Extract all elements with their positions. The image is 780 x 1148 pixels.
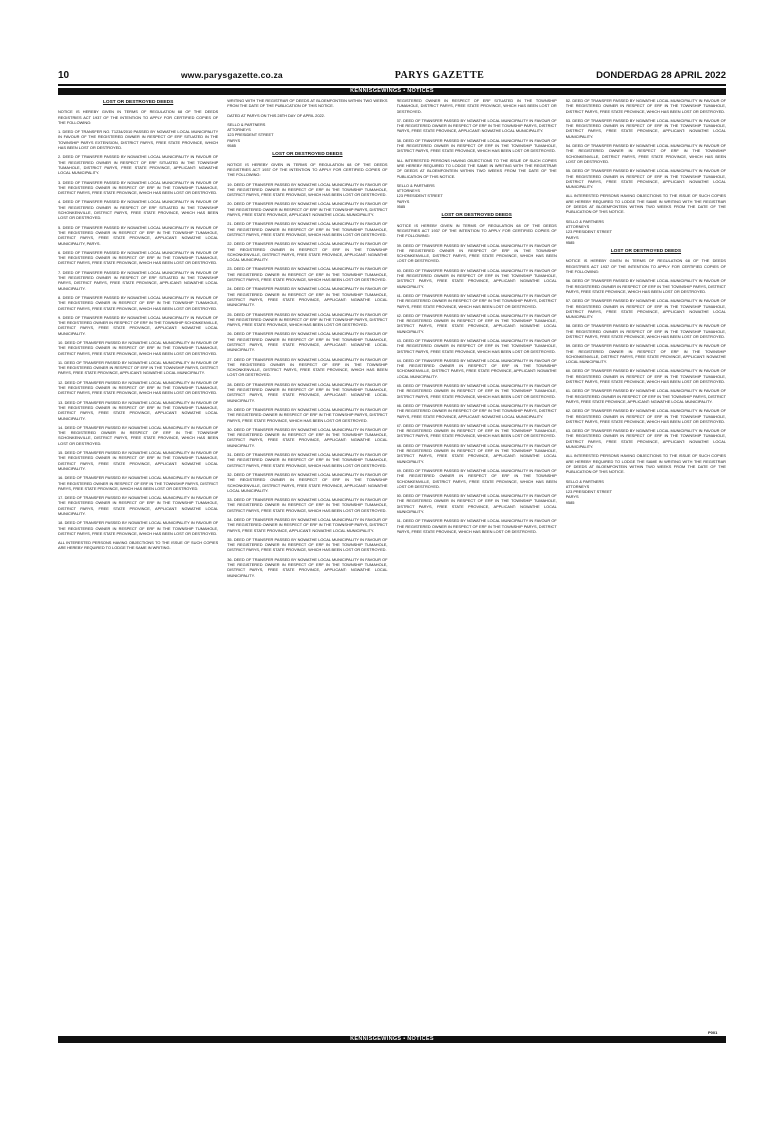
header-divider xyxy=(58,84,726,86)
notice-paragraph: DATED AT PARYS ON THIS 28TH DAY OF APRIL 2022. xyxy=(227,112,325,118)
notice-paragraph: NOTICE IS HEREBY GIVEN IN TERMS OF REGULATION 68 OF THE DEEDS REGISTRIES ACT 1937 OF THE INTENTION TO APPLY FOR CERTIFIED COPIES OF THE FOLLOWING: xyxy=(227,161,388,178)
notice-paragraph: 58. DEED OF TRANSFER PASSED BY NGWATHE LOCAL MUNICIPALITY IN FAVOUR OF THE REGISTERED OWNER IN RESPECT OF ERF IN THE TOWNSHIP TUMAHOLE, DISTRICT PARYS, FREE STATE PROVINCE, WHICH HAS BEEN LOST OR DESTROYED. xyxy=(565,323,726,339)
notice-paragraph: 46. DEED OF TRANSFER PASSED BY NGWATHE LOCAL MUNICIPALITY IN FAVOUR OF THE REGISTERED OWNER IN RESPECT OF ERF IN THE TOWNSHIP PARYS, DISTRICT PARYS, FREE STATE PROVINCE, APPLICANT: NGWATHE LOCAL MUNICIPALITY. xyxy=(396,402,557,419)
notice-column-3 xyxy=(397,98,557,1034)
notice-paragraph: 35. DEED OF TRANSFER PASSED BY NGWATHE LOCAL MUNICIPALITY IN FAVOUR OF THE REGISTERED OWNER IN RESPECT OF ERF IN THE TOWNSHIP TUMAHOLE, DISTRICT PARYS, FREE STATE PROVINCE, WHICH HAS BEEN LOST OR DESTROYED. xyxy=(227,536,388,553)
notice-paragraph: 32. DEED OF TRANSFER PASSED BY NGWATHE LOCAL MUNICIPALITY IN FAVOUR OF THE REGISTERED OWNER IN RESPECT OF ERF IN THE TOWNSHIP SCHONKENVILLE, DISTRICT PARYS, FREE STATE PROVINCE, APPLICANT: NGWATHE LOCAL MUNICIPALITY. xyxy=(227,471,388,493)
notice-paragraph: 56. DEED OF TRANSFER PASSED BY NGWATHE LOCAL MUNICIPALITY IN FAVOUR OF THE REGISTERED OWNER IN RESPECT OF ERF IN THE TOWNSHIP PARYS, DISTRICT PARYS, FREE STATE PROVINCE, WHICH HAS BEEN LOST OR DESTROYED. xyxy=(565,278,726,294)
notice-paragraph: 18. DEED OF TRANSFER PASSED BY NGWATHE LOCAL MUNICIPALITY IN FAVOUR OF THE REGISTERED OWNER IN RESPECT OF ERF IN THE TOWNSHIP TUMAHOLE, DISTRICT PARYS, FREE STATE PROVINCE, WHICH HAS BEEN LOST OR DESTROYED. xyxy=(58,520,219,536)
notice-paragraph: 36. DEED OF TRANSFER PASSED BY NGWATHE LOCAL MUNICIPALITY IN FAVOUR OF THE REGISTERED OWNER IN RESPECT OF ERF IN THE TOWNSHIP TUMAHOLE, DISTRICT PARYS, FREE STATE PROVINCE, APPLICANT: NGWATHE LOCAL MUNICIPALITY. xyxy=(227,556,388,578)
notice-paragraph: 26. DEED OF TRANSFER PASSED BY NGWATHE LOCAL MUNICIPALITY IN FAVOUR OF THE REGISTERED OWNER IN RESPECT OF ERF IN THE TOWNSHIP TUMAHOLE, DISTRICT PARYS, FREE STATE PROVINCE, APPLICANT: NGWATHE LOCAL MUNICIPALITY. xyxy=(227,331,388,353)
address-line: 123 PRESIDENT STREET xyxy=(396,193,443,199)
notice-paragraph: WRITING WITH THE REGISTRAR OF DEEDS AT BLOEMFONTEIN WITHIN TWO WEEKS FROM THE DATE OF THE PUBLICATION OF THIS NOTICE. xyxy=(227,98,388,109)
notice-columns xyxy=(58,98,726,1034)
notice-column-1 xyxy=(58,98,218,1034)
section-bar-bottom: KENNISGEWINGS • NOTICES xyxy=(58,1036,726,1043)
notice-paragraph: 1. DEED OF TRANSFER NO. T1234/2010 PASSED BY NGWATHE LOCAL MUNICIPALITY IN FAVOUR OF THE REGISTERED OWNER IN RESPECT OF ERF SITUATED IN THE TOWNSHIP PARYS EXTENSION, DISTRICT PARYS, FREE STATE PROVINCE, WHICH HAS BEEN LOST OR DESTROYED. xyxy=(58,129,219,151)
notice-paragraph: 42. DEED OF TRANSFER PASSED BY NGWATHE LOCAL MUNICIPALITY IN FAVOUR OF THE REGISTERED OWNER IN RESPECT OF ERF IN THE TOWNSHIP TUMAHOLE, DISTRICT PARYS, FREE STATE PROVINCE, APPLICANT: NGWATHE LOCAL MUNICIPALITY. xyxy=(396,312,557,334)
address-line: SELLO & PARTNERS xyxy=(227,121,266,127)
notice-paragraph: 57. DEED OF TRANSFER PASSED BY NGWATHE LOCAL MUNICIPALITY IN FAVOUR OF THE REGISTERED OWNER IN RESPECT OF ERF IN THE TOWNSHIP TUMAHOLE, DISTRICT PARYS, FREE STATE PROVINCE, APPLICANT: NGWATHE LOCAL MUNICIPALITY. xyxy=(565,298,726,320)
address-line: SELLO & PARTNERS xyxy=(565,478,604,484)
notice-paragraph: 9. DEED OF TRANSFER PASSED BY NGWATHE LOCAL MUNICIPALITY IN FAVOUR OF THE REGISTERED OWNER IN RESPECT OF ERF IN THE TOWNSHIP SCHONKENVILLE, DISTRICT PARYS, FREE STATE PROVINCE, APPLICANT: NGWATHE LOCAL MUNICIPALITY. xyxy=(58,314,219,336)
address-line: PARYS xyxy=(396,198,410,204)
notice-paragraph: ALL INTERESTED PERSONS HAVING OBJECTIONS TO THE ISSUE OF SUCH COPIES ARE HEREBY REQUIRED TO LODGE THE SAME IN WRITING. xyxy=(58,540,219,551)
attorney-address xyxy=(227,122,387,148)
address-line: ATTORNEYS xyxy=(565,483,590,489)
address-line: ATTORNEYS xyxy=(227,127,251,133)
address-line: PARYS xyxy=(565,494,579,500)
notice-paragraph: 14. DEED OF TRANSFER PASSED BY NGWATHE LOCAL MUNICIPALITY IN FAVOUR OF THE REGISTERED OWNER IN RESPECT OF ERF IN THE TOWNSHIP SCHONKENVILLE, DISTRICT PARYS, FREE STATE PROVINCE, WHICH HAS BEEN LOST OR DESTROYED. xyxy=(58,424,219,446)
notice-paragraph: 31. DEED OF TRANSFER PASSED BY NGWATHE LOCAL MUNICIPALITY IN FAVOUR OF THE REGISTERED OWNER IN RESPECT OF ERF IN THE TOWNSHIP TUMAHOLE, DISTRICT PARYS, FREE STATE PROVINCE, WHICH HAS BEEN LOST OR DESTROYED. xyxy=(227,452,388,468)
newspaper-title: PARYS GAZETTE xyxy=(394,69,485,81)
notice-paragraph: 22. DEED OF TRANSFER PASSED BY NGWATHE LOCAL MUNICIPALITY IN FAVOUR OF THE REGISTERED OWNER IN RESPECT OF ERF IN THE TOWNSHIP SCHONKENVILLE, DISTRICT PARYS, FREE STATE PROVINCE, APPLICANT: NGWATHE LOCAL MUNICIPALITY. xyxy=(227,241,388,263)
notice-paragraph: NOTICE IS HEREBY GIVEN IN TERMS OF REGULATION 68 OF THE DEEDS REGISTRIES ACT 1937 OF THE INTENTION TO APPLY FOR CERTIFIED COPIES OF THE FOLLOWING: xyxy=(58,109,219,125)
notice-heading: LOST OR DESTROYED DEEDS xyxy=(610,249,682,255)
notice-paragraph: 10. DEED OF TRANSFER PASSED BY NGWATHE LOCAL MUNICIPALITY IN FAVOUR OF THE REGISTERED OWNER IN RESPECT OF ERF IN THE TOWNSHIP TUMAHOLE, DISTRICT PARYS, FREE STATE PROVINCE, WHICH HAS BEEN LOST OR DESTROYED. xyxy=(58,339,219,356)
notice-paragraph: 45. DEED OF TRANSFER PASSED BY NGWATHE LOCAL MUNICIPALITY IN FAVOUR OF THE REGISTERED OWNER IN RESPECT OF ERF IN THE TOWNSHIP TUMAHOLE, DISTRICT PARYS, FREE STATE PROVINCE, WHICH HAS BEEN LOST OR DESTROYED. xyxy=(396,383,557,399)
notice-paragraph: 28. DEED OF TRANSFER PASSED BY NGWATHE LOCAL MUNICIPALITY IN FAVOUR OF THE REGISTERED OWNER IN RESPECT OF ERF IN THE TOWNSHIP TUMAHOLE, DISTRICT PARYS, FREE STATE PROVINCE, APPLICANT: NGWATHE LOCAL MUNICIPALITY. xyxy=(227,381,388,403)
notice-paragraph: 43. DEED OF TRANSFER PASSED BY NGWATHE LOCAL MUNICIPALITY IN FAVOUR OF THE REGISTERED OWNER IN RESPECT OF ERF IN THE TOWNSHIP TUMAHOLE, DISTRICT PARYS, FREE STATE PROVINCE, WHICH HAS BEEN LOST OR DESTROYED. xyxy=(396,337,557,354)
notice-paragraph: 53. DEED OF TRANSFER PASSED BY NGWATHE LOCAL MUNICIPALITY IN FAVOUR OF THE REGISTERED OWNER IN RESPECT OF ERF IN THE TOWNSHIP TUMAHOLE, DISTRICT PARYS, FREE STATE PROVINCE, APPLICANT: NGWATHE LOCAL MUNICIPALITY. xyxy=(565,117,726,139)
notice-paragraph: ALL INTERESTED PERSONS HAVING OBJECTIONS TO THE ISSUE OF SUCH COPIES ARE HEREBY REQUIRED TO LODGE THE SAME IN WRITING WITH THE REGISTRAR OF DEEDS AT BLOEMFONTEIN WITHIN TWO WEEKS FROM THE DATE OF THE PUBLICATION OF THIS NOTICE. xyxy=(396,157,557,179)
notice-paragraph: 7. DEED OF TRANSFER PASSED BY NGWATHE LOCAL MUNICIPALITY IN FAVOUR OF THE REGISTERED OWNER IN RESPECT OF ERF SITUATED IN THE TOWNSHIP PARYS, DISTRICT PARYS, FREE STATE PROVINCE, APPLICANT: NGWATHE LOCAL MUNICIPALITY. xyxy=(58,269,219,291)
notice-heading: LOST OR DESTROYED DEEDS xyxy=(272,152,343,158)
address-line: SELLO & PARTNERS xyxy=(565,218,604,224)
notice-paragraph: 27. DEED OF TRANSFER PASSED BY NGWATHE LOCAL MUNICIPALITY IN FAVOUR OF THE REGISTERED OWNER IN RESPECT OF ERF IN THE TOWNSHIP SCHONKENVILLE, DISTRICT PARYS, FREE STATE PROVINCE, WHICH HAS BEEN LOST OR DESTROYED. xyxy=(227,356,388,378)
notice-paragraph: 38. DEED OF TRANSFER PASSED BY NGWATHE LOCAL MUNICIPALITY IN FAVOUR OF THE REGISTERED OWNER IN RESPECT OF ERF IN THE TOWNSHIP TUMAHOLE, DISTRICT PARYS, FREE STATE PROVINCE, WHICH HAS BEEN LOST OR DESTROYED. xyxy=(396,137,557,154)
notice-paragraph: 13. DEED OF TRANSFER PASSED BY NGWATHE LOCAL MUNICIPALITY IN FAVOUR OF THE REGISTERED OWNER IN RESPECT OF ERF IN THE TOWNSHIP TUMAHOLE, DISTRICT PARYS, FREE STATE PROVINCE, APPLICANT: NGWATHE LOCAL MUNICIPALITY. xyxy=(58,399,219,421)
notice-paragraph: 51. DEED OF TRANSFER PASSED BY NGWATHE LOCAL MUNICIPALITY IN FAVOUR OF THE REGISTERED OWNER IN RESPECT OF ERF IN THE TOWNSHIP PARYS, DISTRICT PARYS, FREE STATE PROVINCE, WHICH HAS BEEN LOST OR DESTROYED. xyxy=(396,518,557,534)
notice-paragraph: 24. DEED OF TRANSFER PASSED BY NGWATHE LOCAL MUNICIPALITY IN FAVOUR OF THE REGISTERED OWNER IN RESPECT OF ERF IN THE TOWNSHIP TUMAHOLE, DISTRICT PARYS, FREE STATE PROVINCE, APPLICANT: NGWATHE LOCAL MUNICIPALITY. xyxy=(227,286,388,308)
notice-paragraph: 17. DEED OF TRANSFER PASSED BY NGWATHE LOCAL MUNICIPALITY IN FAVOUR OF THE REGISTERED OWNER IN RESPECT OF ERF IN THE TOWNSHIP TUMAHOLE, DISTRICT PARYS, FREE STATE PROVINCE, APPLICANT: NGWATHE LOCAL MUNICIPALITY. xyxy=(58,495,219,516)
notice-paragraph: 63. DEED OF TRANSFER PASSED BY NGWATHE LOCAL MUNICIPALITY IN FAVOUR OF THE REGISTERED OWNER IN RESPECT OF ERF IN THE TOWNSHIP TUMAHOLE, DISTRICT PARYS, FREE STATE PROVINCE, APPLICANT: NGWATHE LOCAL MUNICIPALITY. xyxy=(565,428,726,450)
notice-paragraph: 61. DEED OF TRANSFER PASSED BY NGWATHE LOCAL MUNICIPALITY IN FAVOUR OF THE REGISTERED OWNER IN RESPECT OF ERF IN THE TOWNSHIP PARYS, DISTRICT PARYS, FREE STATE PROVINCE, APPLICANT: NGWATHE LOCAL MUNICIPALITY. xyxy=(565,388,726,404)
notice-paragraph: 5. DEED OF TRANSFER PASSED BY NGWATHE LOCAL MUNICIPALITY IN FAVOUR OF THE REGISTERED OWNER IN RESPECT OF ERF IN THE TOWNSHIP TUMAHOLE, DISTRICT PARYS, FREE STATE PROVINCE, APPLICANT: NGWATHE LOCAL MUNICIPALITY, PARYS. xyxy=(58,224,219,246)
notice-paragraph: 6. DEED OF TRANSFER PASSED BY NGWATHE LOCAL MUNICIPALITY IN FAVOUR OF THE REGISTERED OWNER IN RESPECT OF ERF IN THE TOWNSHIP TUMAHOLE, DISTRICT PARYS, FREE STATE PROVINCE, WHICH HAS BEEN LOST OR DESTROYED. xyxy=(58,249,219,266)
website-url[interactable]: www.parysgazette.co.za xyxy=(180,70,283,80)
notice-paragraph: 29. DEED OF TRANSFER PASSED BY NGWATHE LOCAL MUNICIPALITY IN FAVOUR OF THE REGISTERED OWNER IN RESPECT OF ERF IN THE TOWNSHIP PARYS, DISTRICT PARYS, FREE STATE PROVINCE, WHICH HAS BEEN LOST OR DESTROYED. xyxy=(227,406,388,423)
attorney-address xyxy=(566,479,726,505)
notice-paragraph: 47. DEED OF TRANSFER PASSED BY NGWATHE LOCAL MUNICIPALITY IN FAVOUR OF THE REGISTERED OWNER IN RESPECT OF ERF IN THE TOWNSHIP TUMAHOLE, DISTRICT PARYS, FREE STATE PROVINCE, WHICH HAS BEEN LOST OR DESTROYED. xyxy=(396,422,557,439)
notice-paragraph: 21. DEED OF TRANSFER PASSED BY NGWATHE LOCAL MUNICIPALITY IN FAVOUR OF THE REGISTERED OWNER IN RESPECT OF ERF IN THE TOWNSHIP TUMAHOLE, DISTRICT PARYS, FREE STATE PROVINCE, WHICH HAS BEEN LOST OR DESTROYED. xyxy=(227,221,388,237)
address-line: 9585 xyxy=(565,239,575,245)
notice-paragraph: 44. DEED OF TRANSFER PASSED BY NGWATHE LOCAL MUNICIPALITY IN FAVOUR OF THE REGISTERED OWNER IN RESPECT OF ERF IN THE TOWNSHIP SCHONKENVILLE, DISTRICT PARYS, FREE STATE PROVINCE, APPLICANT: NGWATHE LOCAL MUNICIPALITY. xyxy=(396,357,557,379)
attorney-address xyxy=(566,219,726,245)
page-header xyxy=(58,66,726,84)
notice-paragraph: 20. DEED OF TRANSFER PASSED BY NGWATHE LOCAL MUNICIPALITY IN FAVOUR OF THE REGISTERED OWNER IN RESPECT OF ERF IN THE TOWNSHIP PARYS, DISTRICT PARYS, FREE STATE PROVINCE, APPLICANT: NGWATHE LOCAL MUNICIPALITY. xyxy=(227,201,388,218)
address-line: SELLO & PARTNERS xyxy=(396,182,435,188)
address-line: PARYS xyxy=(227,137,241,143)
notice-paragraph: 41. DEED OF TRANSFER PASSED BY NGWATHE LOCAL MUNICIPALITY IN FAVOUR OF THE REGISTERED OWNER IN RESPECT OF ERF IN THE TOWNSHIP PARYS, DISTRICT PARYS, FREE STATE PROVINCE, WHICH HAS BEEN LOST OR DESTROYED. xyxy=(396,292,557,309)
notice-paragraph: 34. DEED OF TRANSFER PASSED BY NGWATHE LOCAL MUNICIPALITY IN FAVOUR OF THE REGISTERED OWNER IN RESPECT OF ERF IN THE TOWNSHIP PARYS, DISTRICT PARYS, FREE STATE PROVINCE, APPLICANT: NGWATHE LOCAL MUNICIPALITY. xyxy=(227,517,388,533)
notice-paragraph: 3. DEED OF TRANSFER PASSED BY NGWATHE LOCAL MUNICIPALITY IN FAVOUR OF THE REGISTERED OWNER IN RESPECT OF ERF IN THE TOWNSHIP TUMAHOLE, DISTRICT PARYS, FREE STATE PROVINCE, WHICH HAS BEEN LOST OR DESTROYED. xyxy=(58,179,219,196)
address-line: PARYS xyxy=(565,234,579,240)
address-line: 9585 xyxy=(396,204,406,210)
notice-column-4 xyxy=(566,98,726,1034)
notice-paragraph: 60. DEED OF TRANSFER PASSED BY NGWATHE LOCAL MUNICIPALITY IN FAVOUR OF THE REGISTERED OWNER IN RESPECT OF ERF IN THE TOWNSHIP TUMAHOLE, DISTRICT PARYS, FREE STATE PROVINCE, WHICH HAS BEEN LOST OR DESTROYED. xyxy=(565,368,726,385)
notice-paragraph: 52. DEED OF TRANSFER PASSED BY NGWATHE LOCAL MUNICIPALITY IN FAVOUR OF THE REGISTERED OWNER IN RESPECT OF ERF IN THE TOWNSHIP TUMAHOLE, DISTRICT PARYS, FREE STATE PROVINCE, WHICH HAS BEEN LOST OR DESTROYED. xyxy=(565,98,726,114)
notice-paragraph: 62. DEED OF TRANSFER PASSED BY NGWATHE LOCAL MUNICIPALITY IN FAVOUR OF THE REGISTERED OWNER IN RESPECT OF ERF IN THE TOWNSHIP TUMAHOLE, DISTRICT PARYS, FREE STATE PROVINCE, WHICH HAS BEEN LOST OR DESTROYED. xyxy=(565,408,726,424)
notice-paragraph: 49. DEED OF TRANSFER PASSED BY NGWATHE LOCAL MUNICIPALITY IN FAVOUR OF THE REGISTERED OWNER IN RESPECT OF ERF IN THE TOWNSHIP SCHONKENVILLE, DISTRICT PARYS, FREE STATE PROVINCE, WHICH HAS BEEN LOST OR DESTROYED. xyxy=(396,467,557,489)
notice-paragraph: 4. DEED OF TRANSFER PASSED BY NGWATHE LOCAL MUNICIPALITY IN FAVOUR OF THE REGISTERED OWNER IN RESPECT OF ERF SITUATED IN THE TOWNSHIP SCHONKENVILLE, DISTRICT PARYS, FREE STATE PROVINCE, WHICH HAS BEEN LOST OR DESTROYED. xyxy=(58,199,219,221)
notice-paragraph: 59. DEED OF TRANSFER PASSED BY NGWATHE LOCAL MUNICIPALITY IN FAVOUR OF THE REGISTERED OWNER IN RESPECT OF ERF IN THE TOWNSHIP SCHONKENVILLE, DISTRICT PARYS, FREE STATE PROVINCE, APPLICANT: NGWATHE LOCAL MUNICIPALITY. xyxy=(565,343,726,365)
notice-paragraph: 48. DEED OF TRANSFER PASSED BY NGWATHE LOCAL MUNICIPALITY IN FAVOUR OF THE REGISTERED OWNER IN RESPECT OF ERF IN THE TOWNSHIP TUMAHOLE, DISTRICT PARYS, FREE STATE PROVINCE, APPLICANT: NGWATHE LOCAL MUNICIPALITY. xyxy=(396,442,557,464)
notice-paragraph: REGISTERED OWNER IN RESPECT OF ERF SITUATED IN THE TOWNSHIP TUMAHOLE, DISTRICT PARYS, FREE STATE PROVINCE, WHICH HAS BEEN LOST OR DESTROYED. xyxy=(396,98,557,114)
notice-paragraph: 54. DEED OF TRANSFER PASSED BY NGWATHE LOCAL MUNICIPALITY IN FAVOUR OF THE REGISTERED OWNER IN RESPECT OF ERF IN THE TOWNSHIP SCHONKENVILLE, DISTRICT PARYS, FREE STATE PROVINCE, WHICH HAS BEEN LOST OR DESTROYED. xyxy=(565,143,726,164)
notice-paragraph: 33. DEED OF TRANSFER PASSED BY NGWATHE LOCAL MUNICIPALITY IN FAVOUR OF THE REGISTERED OWNER IN RESPECT OF ERF IN THE TOWNSHIP TUMAHOLE, DISTRICT PARYS, FREE STATE PROVINCE, WHICH HAS BEEN LOST OR DESTROYED. xyxy=(227,497,388,513)
notice-paragraph: 15. DEED OF TRANSFER PASSED BY NGWATHE LOCAL MUNICIPALITY IN FAVOUR OF THE REGISTERED OWNER IN RESPECT OF ERF IN THE TOWNSHIP TUMAHOLE, DISTRICT PARYS, FREE STATE PROVINCE, APPLICANT: NGWATHE LOCAL MUNICIPALITY. xyxy=(58,450,219,471)
notice-paragraph: 11. DEED OF TRANSFER PASSED BY NGWATHE LOCAL MUNICIPALITY IN FAVOUR OF THE REGISTERED OWNER IN RESPECT OF ERF IN THE TOWNSHIP PARYS, DISTRICT PARYS, FREE STATE PROVINCE, APPLICANT: NGWATHE LOCAL MUNICIPALITY. xyxy=(58,359,219,376)
section-bar-top: KENNISGEWINGS • NOTICES xyxy=(58,88,726,95)
address-line: ATTORNEYS xyxy=(396,188,420,194)
notice-paragraph: NOTICE IS HEREBY GIVEN IN TERMS OF REGULATION 68 OF THE DEEDS REGISTRIES ACT 1937 OF THE INTENTION TO APPLY FOR CERTIFIED COPIES OF THE FOLLOWING: xyxy=(396,222,557,239)
address-line: 9585 xyxy=(565,499,575,505)
issue-date: DONDERDAG 28 APRIL 2022 xyxy=(596,69,726,81)
notice-paragraph: 37. DEED OF TRANSFER PASSED BY NGWATHE LOCAL MUNICIPALITY IN FAVOUR OF THE REGISTERED OWNER IN RESPECT OF ERF IN THE TOWNSHIP PARYS, DISTRICT PARYS, FREE STATE PROVINCE, APPLICANT: NGWATHE LOCAL MUNICIPALITY. xyxy=(396,117,557,134)
notice-column-2 xyxy=(227,98,387,1034)
notice-paragraph: 40. DEED OF TRANSFER PASSED BY NGWATHE LOCAL MUNICIPALITY IN FAVOUR OF THE REGISTERED OWNER IN RESPECT OF ERF IN THE TOWNSHIP TUMAHOLE, DISTRICT PARYS, FREE STATE PROVINCE, APPLICANT: NGWATHE LOCAL MUNICIPALITY. xyxy=(396,267,557,289)
address-line: 9585 xyxy=(227,143,236,149)
notice-paragraph: ALL INTERESTED PERSONS HAVING OBJECTIONS TO THE ISSUE OF SUCH COPIES ARE HEREBY REQUIRED TO LODGE THE SAME IN WRITING WITH THE REGISTRAR OF DEEDS AT BLOEMFONTEIN WITHIN TWO WEEKS FROM THE DATE OF THE PUBLICATION OF THIS NOTICE. xyxy=(565,193,726,215)
notice-heading: LOST OR DESTROYED DEEDS xyxy=(102,100,174,105)
notice-paragraph: 23. DEED OF TRANSFER PASSED BY NGWATHE LOCAL MUNICIPALITY IN FAVOUR OF THE REGISTERED OWNER IN RESPECT OF ERF IN THE TOWNSHIP TUMAHOLE, DISTRICT PARYS, FREE STATE PROVINCE, WHICH HAS BEEN LOST OR DESTROYED. xyxy=(227,266,388,283)
attorney-address xyxy=(397,183,557,209)
notice-paragraph: ALL INTERESTED PERSONS HAVING OBJECTIONS TO THE ISSUE OF SUCH COPIES ARE HEREBY REQUIRED TO LODGE THE SAME IN WRITING WITH THE REGISTRAR OF DEEDS AT BLOEMFONTEIN WITHIN TWO WEEKS FROM THE DATE OF THE PUBLICATION OF THIS NOTICE. xyxy=(565,453,726,475)
address-line: ATTORNEYS xyxy=(565,223,590,229)
notice-paragraph: 2. DEED OF TRANSFER PASSED BY NGWATHE LOCAL MUNICIPALITY IN FAVOUR OF THE REGISTERED OWNER IN RESPECT OF ERF SITUATED IN THE TOWNSHIP TUMAHOLE, DISTRICT PARYS, FREE STATE PROVINCE, APPLICANT: NGWATHE LOCAL MUNICIPALITY. xyxy=(58,154,219,176)
notice-paragraph: 55. DEED OF TRANSFER PASSED BY NGWATHE LOCAL MUNICIPALITY IN FAVOUR OF THE REGISTERED OWNER IN RESPECT OF ERF IN THE TOWNSHIP TUMAHOLE, DISTRICT PARYS, FREE STATE PROVINCE, APPLICANT: NGWATHE LOCAL MUNICIPALITY. xyxy=(565,168,726,190)
page-tag: P001 xyxy=(708,1030,718,1035)
address-line: 123 PRESIDENT STREET xyxy=(565,229,612,235)
notice-paragraph: 50. DEED OF TRANSFER PASSED BY NGWATHE LOCAL MUNICIPALITY IN FAVOUR OF THE REGISTERED OWNER IN RESPECT OF ERF IN THE TOWNSHIP TUMAHOLE, DISTRICT PARYS, FREE STATE PROVINCE, APPLICANT: NGWATHE LOCAL MUNICIPALITY. xyxy=(396,493,557,514)
page-number: 10 xyxy=(58,69,70,81)
notice-paragraph: 39. DEED OF TRANSFER PASSED BY NGWATHE LOCAL MUNICIPALITY IN FAVOUR OF THE REGISTERED OWNER IN RESPECT OF ERF IN THE TOWNSHIP SCHONKENVILLE, DISTRICT PARYS, FREE STATE PROVINCE, WHICH HAS BEEN LOST OR DESTROYED. xyxy=(396,242,557,264)
notice-heading: LOST OR DESTROYED DEEDS xyxy=(441,213,512,219)
notice-paragraph: NOTICE IS HEREBY GIVEN IN TERMS OF REGULATION 68 OF THE DEEDS REGISTRIES ACT 1937 OF THE INTENTION TO APPLY FOR CERTIFIED COPIES OF THE FOLLOWING: xyxy=(565,258,726,275)
notice-paragraph: 25. DEED OF TRANSFER PASSED BY NGWATHE LOCAL MUNICIPALITY IN FAVOUR OF THE REGISTERED OWNER IN RESPECT OF ERF IN THE TOWNSHIP PARYS, DISTRICT PARYS, FREE STATE PROVINCE, WHICH HAS BEEN LOST OR DESTROYED. xyxy=(227,311,388,328)
notice-paragraph: 30. DEED OF TRANSFER PASSED BY NGWATHE LOCAL MUNICIPALITY IN FAVOUR OF THE REGISTERED OWNER IN RESPECT OF ERF IN THE TOWNSHIP TUMAHOLE, DISTRICT PARYS, FREE STATE PROVINCE, APPLICANT: NGWATHE LOCAL MUNICIPALITY. xyxy=(227,426,388,448)
notice-paragraph: 16. DEED OF TRANSFER PASSED BY NGWATHE LOCAL MUNICIPALITY IN FAVOUR OF THE REGISTERED OWNER IN RESPECT OF ERF IN THE TOWNSHIP PARYS, DISTRICT PARYS, FREE STATE PROVINCE, WHICH HAS BEEN LOST OR DESTROYED. xyxy=(58,475,219,491)
notice-paragraph: 8. DEED OF TRANSFER PASSED BY NGWATHE LOCAL MUNICIPALITY IN FAVOUR OF THE REGISTERED OWNER IN RESPECT OF ERF IN THE TOWNSHIP TUMAHOLE, DISTRICT PARYS, FREE STATE PROVINCE, WHICH HAS BEEN LOST OR DESTROYED. xyxy=(58,294,219,311)
address-line: 123 PRESIDENT STREET xyxy=(565,489,612,495)
address-line: 123 PRESIDENT STREET xyxy=(227,132,274,138)
notice-paragraph: 12. DEED OF TRANSFER PASSED BY NGWATHE LOCAL MUNICIPALITY IN FAVOUR OF THE REGISTERED OWNER IN RESPECT OF ERF IN THE TOWNSHIP TUMAHOLE, DISTRICT PARYS, FREE STATE PROVINCE, WHICH HAS BEEN LOST OR DESTROYED. xyxy=(58,379,219,396)
notice-paragraph: 19. DEED OF TRANSFER PASSED BY NGWATHE LOCAL MUNICIPALITY IN FAVOUR OF THE REGISTERED OWNER IN RESPECT OF ERF IN THE TOWNSHIP TUMAHOLE, DISTRICT PARYS, FREE STATE PROVINCE, WHICH HAS BEEN LOST OR DESTROYED. xyxy=(227,181,388,198)
